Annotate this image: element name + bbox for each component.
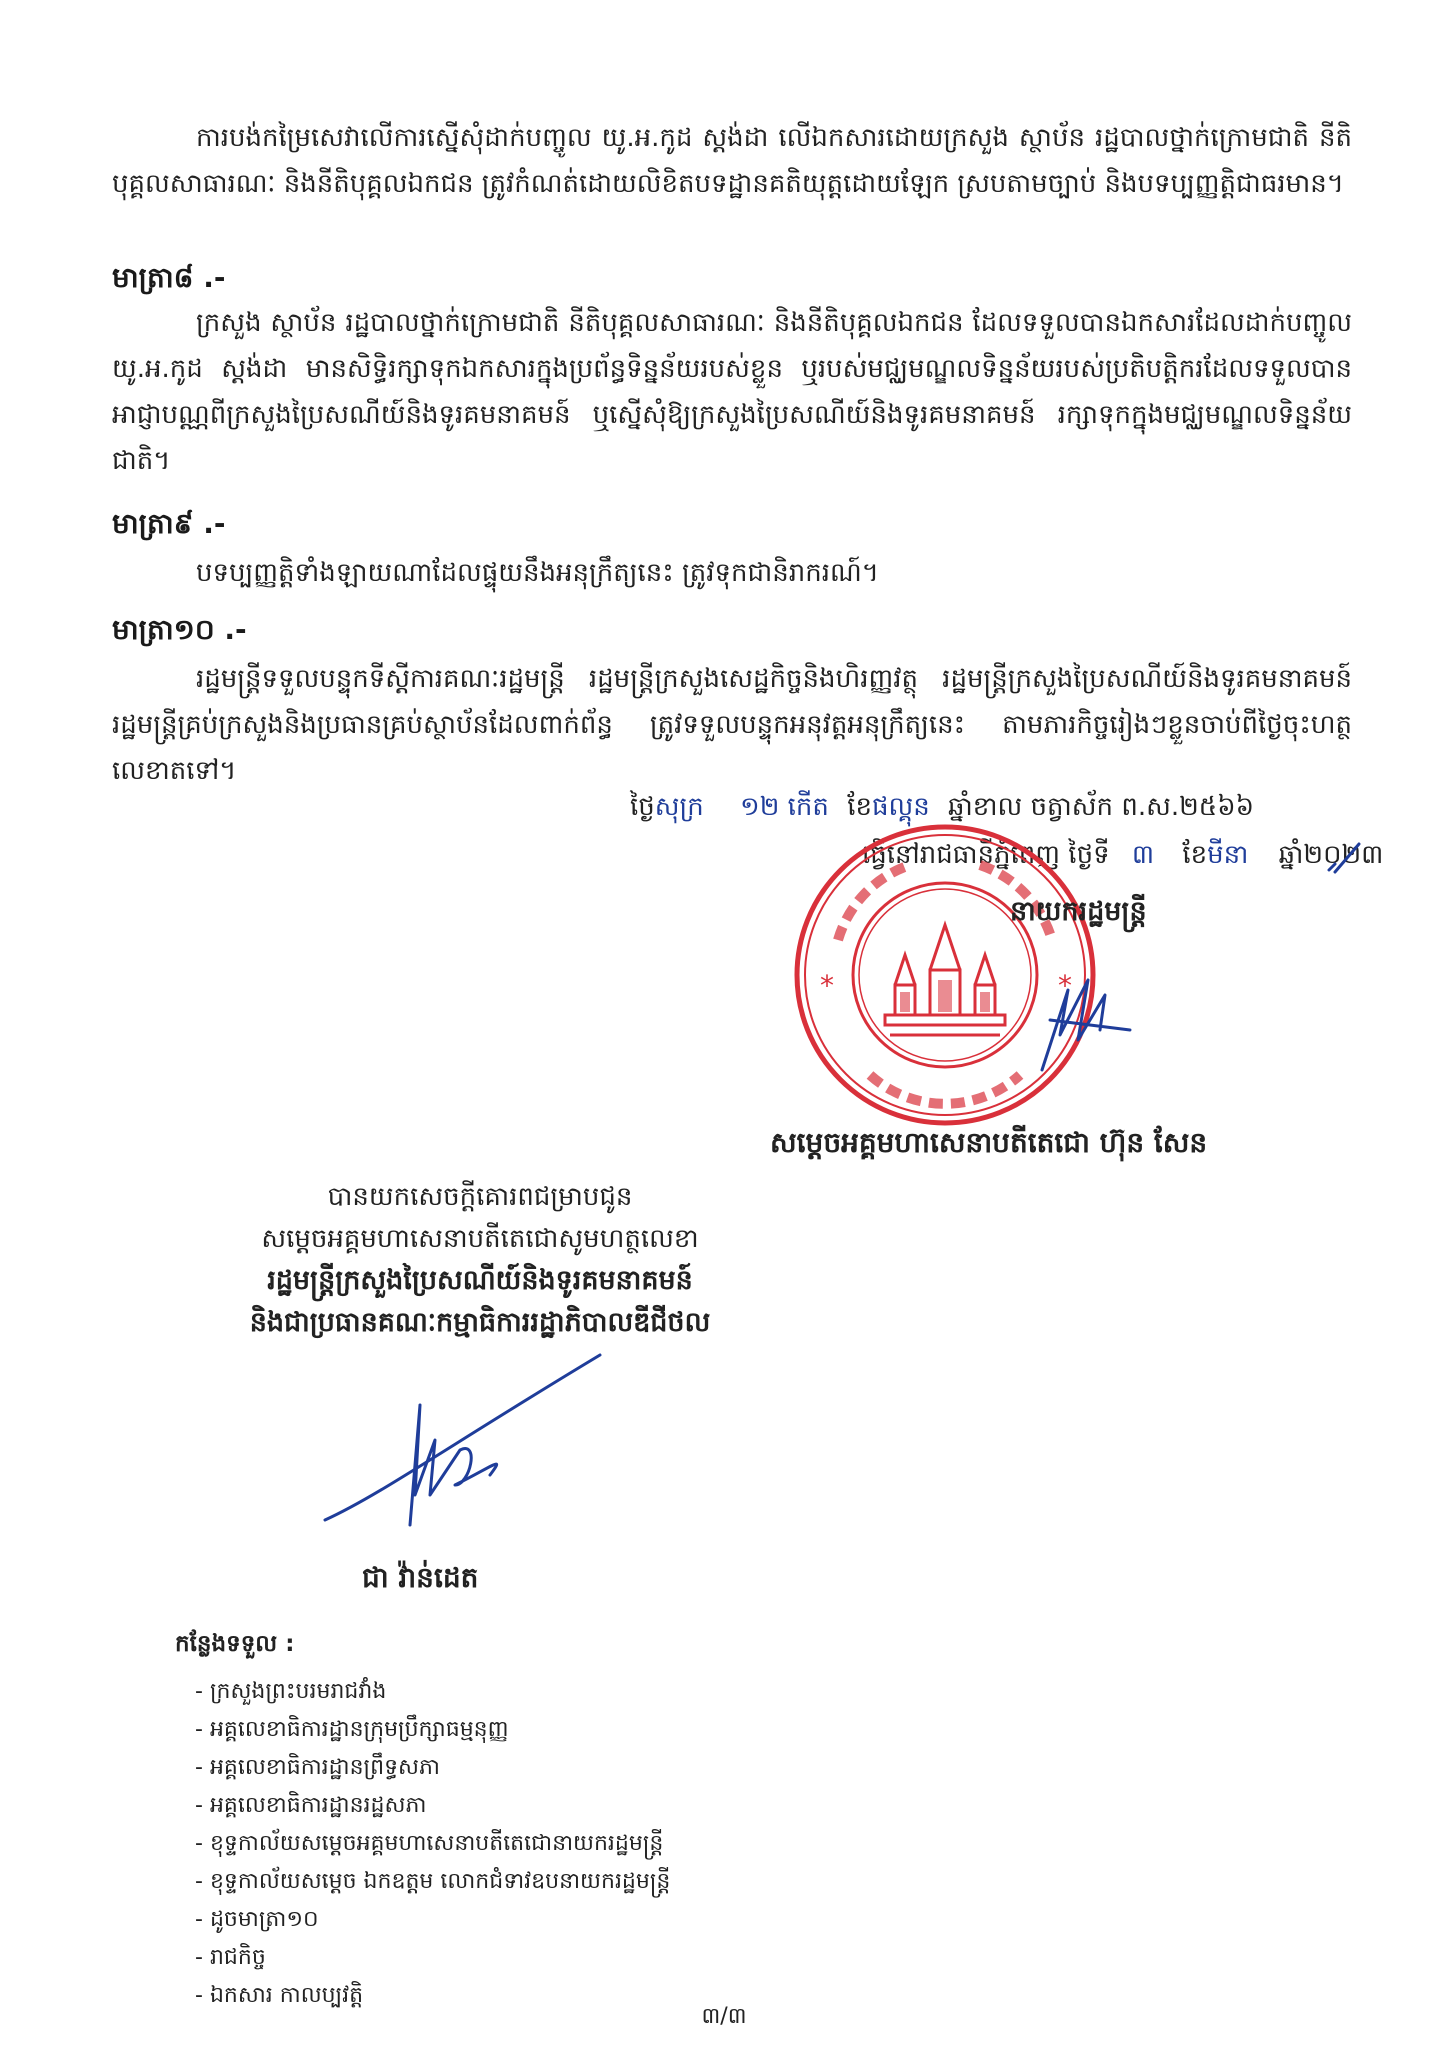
page-number: ៣/៣ — [701, 2004, 747, 2029]
prime-minister-name: សម្តេចអគ្គមហាសេនាបតីតេជោ ហ៊ុន សែន — [770, 1126, 1208, 1159]
minister-submission-line: បានយកសេចក្តីគោរពជម្រាបជូន — [327, 1182, 633, 1212]
article-9-body: បទប្បញ្ញត្តិទាំងឡាយណាដែលផ្ទុយនឹងអនុក្រឹត្យនេះ ត្រូវទុកជានិរាករណ៍។ — [196, 558, 879, 588]
lunar-day: ១២ កើត — [740, 792, 829, 822]
article-10-body: រដ្ឋមន្ត្រីទទួលបន្ទុកទីស្តីការគណៈរដ្ឋមន្ត្រី រដ្ឋមន្ត្រីក្រសួងសេដ្ឋកិច្ចនិងហិរញ្ញវត្ថុ រដ្ឋមន្ត្រីក្រសួងប្រៃសណីយ៍និងទូរគមនាគមន៍ រដ្ឋមន្ត្រីគ្រប់ក្រសួងនិងប្រធានគ្រប់ស្ថាប័នដែលពាក់ព័ន្ធ ត្រូវទទួលបន្ទុកអនុវត្តអនុក្រឹត្យនេះ តាមភារកិច្ចរៀងៗខ្លួនចាប់ពីថ្ងៃចុះហត្ថលេខាតទៅ។ — [112, 664, 1352, 786]
minister-request-line: សម្តេចអគ្គមហាសេនាបតីតេជោសូមហត្ថលេខា — [261, 1224, 699, 1254]
minister-name: ជា វ៉ាន់ដេត — [362, 1561, 479, 1594]
lunar-date-rest: ឆ្នាំខាល ចត្វាស័ក ព.ស.២៥៦៦ — [948, 792, 1255, 822]
solar-day: ៣ — [1131, 840, 1155, 870]
recipient-item: - រាជកិច្ច — [195, 1939, 670, 1977]
recipients-list — [175, 1630, 670, 2015]
svg-text:*: * — [1058, 969, 1072, 1002]
minister-signature — [320, 1345, 620, 1545]
lunar-weekday: សុក្រ — [654, 792, 704, 822]
prime-minister-signature — [1030, 960, 1140, 1080]
checkmark-icon — [1325, 838, 1365, 878]
lunar-month-label: ខែ — [847, 792, 872, 822]
recipients-title: កន្លែងទទួល : — [175, 1631, 295, 1657]
intro-paragraph: ការបង់កម្រៃសេវាលើការស្នើសុំដាក់បញ្ចូល យូ.អ.កូដ ស្តង់ដា លើឯកសារដោយក្រសួង ស្ថាប័ន រដ្ឋបាលថ្នាក់ក្រោមជាតិ នីតិបុគ្គលសាធារណៈ និងនីតិបុគ្គលឯកជន ត្រូវកំណត់ដោយលិខិតបទដ្ឋានគតិយុត្តដោយឡែក ស្របតាមច្បាប់ និងបទប្បញ្ញត្តិជាធរមាន។ — [112, 123, 1352, 199]
recipient-item: - ឯកសារ កាលប្បវត្តិ — [195, 1977, 670, 2015]
article-9-heading: មាត្រា៩ .- — [112, 507, 226, 540]
lunar-month: ផល្គុន — [871, 792, 930, 822]
solar-month: មីនា — [1207, 840, 1249, 870]
recipient-item: - ខុទ្ទកាល័យសម្តេច ឯកឧត្តម លោកជំទាវឧបនាយករដ្ឋមន្ត្រី — [195, 1863, 670, 1901]
recipient-item: - ដូចមាត្រា១០ — [195, 1901, 670, 1939]
recipient-item: - ខុទ្ទកាល័យសម្តេចអគ្គមហាសេនាបតីតេជោនាយករដ្ឋមន្ត្រី — [195, 1825, 670, 1863]
solar-date-prefix: ធ្វើនៅរាជធានីភ្នំពេញ ថ្ងៃទី — [862, 840, 1110, 870]
article-10-heading: មាត្រា១០ .- — [112, 613, 247, 646]
solar-year: ២០២៣ — [1303, 840, 1384, 870]
article-8-heading: មាត្រា៨ .- — [112, 261, 226, 294]
solar-year-label: ឆ្នាំ — [1278, 840, 1304, 870]
prime-minister-title: នាយករដ្ឋមន្ត្រី — [1010, 896, 1147, 927]
recipient-item: - អគ្គលេខាធិការដ្ឋានព្រឹទ្ធសភា — [195, 1749, 670, 1787]
article-8-body: ក្រសួង ស្ថាប័ន រដ្ឋបាលថ្នាក់ក្រោមជាតិ នីតិបុគ្គលសាធារណៈ និងនីតិបុគ្គលឯកជន ដែលទទួលបានឯកសារដែលដាក់បញ្ចូល យូ.អ.កូដ ស្តង់ដា មានសិទ្ធិរក្សាទុកឯកសារក្នុងប្រព័ន្ធទិន្នន័យរបស់ខ្លួន ឬរបស់មជ្ឈមណ្ឌលទិន្នន័យរបស់ប្រតិបត្តិករដែលទទួលបានអាជ្ញាបណ្ណពីក្រសួងប្រៃសណីយ៍និងទូរគមនាគមន៍ ឬស្នើសុំឱ្យក្រសួងប្រៃសណីយ៍និងទូរគមនាគមន៍ រក្សាទុកក្នុងមជ្ឈមណ្ឌលទិន្នន័យជាតិ។ — [112, 308, 1352, 476]
svg-text:*: * — [820, 969, 834, 1002]
solar-month-label: ខែ — [1182, 840, 1208, 870]
lunar-date-prefix: ថ្ងៃ — [630, 792, 655, 822]
minister-title-line: រដ្ឋមន្ត្រីក្រសួងប្រៃសណីយ៍និងទូរគមនាគមន៍ — [267, 1265, 693, 1296]
recipient-item: - ក្រសួងព្រះបរមរាជវាំង — [195, 1673, 670, 1711]
recipient-item: - អគ្គលេខាធិការដ្ឋានរដ្ឋសភា — [195, 1787, 670, 1825]
recipient-item: - អគ្គលេខាធិការដ្ឋានក្រុមប្រឹក្សាធម្មនុញ្ញ — [195, 1711, 670, 1749]
minister-chair-line: និងជាប្រធានគណៈកម្មាធិការរដ្ឋាភិបាលឌីជីថល — [249, 1307, 711, 1338]
